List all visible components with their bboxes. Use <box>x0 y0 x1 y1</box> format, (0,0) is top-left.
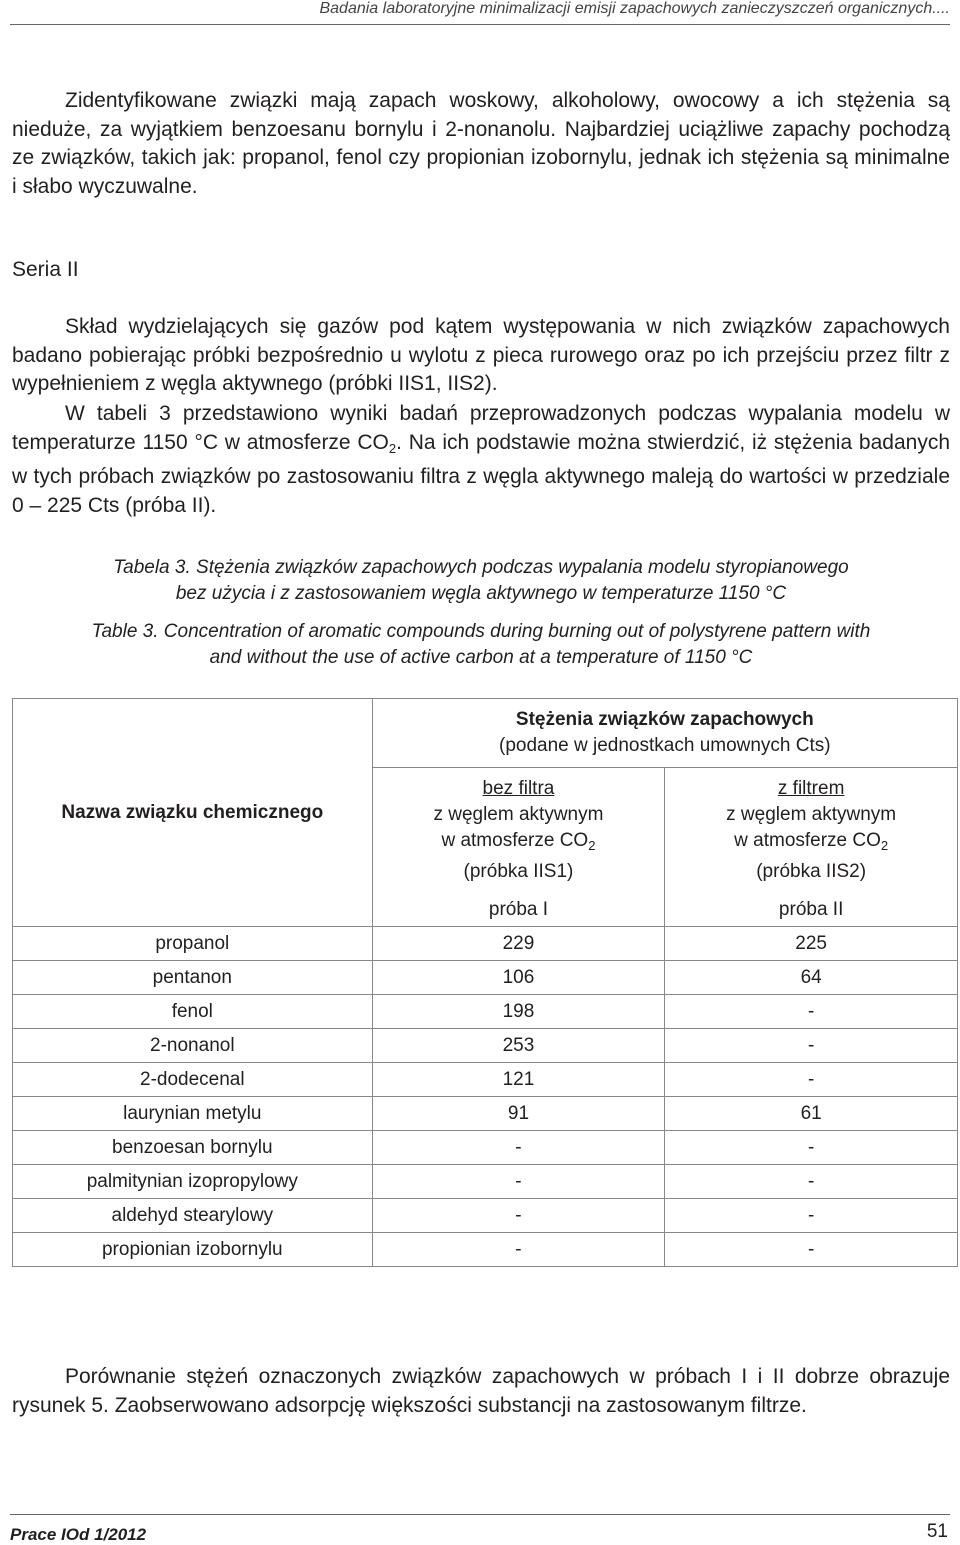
paragraph-3 <box>12 400 950 520</box>
paragraph-1-text: Zidentyfikowane związki mają zapach woskowy, alkoholowy, owocowy a ich stężenia są nieduże, za wyjątkiem benzoesanu bornylu i 2-nonanolu. Najbardziej uciążliwe zapachy pochodzą ze związków, takich jak: propanol, fenol czy propionian izobornylu, jednak ich stężenia są minimalne i słabo wyczuwalne. <box>12 89 950 198</box>
compound-name-cell: laurynian metylu <box>13 1097 373 1131</box>
table-row <box>13 1063 958 1097</box>
sample-1-value-cell: 253 <box>372 1029 665 1063</box>
table-row <box>13 1233 958 1267</box>
sample-2-value-cell: - <box>665 1029 958 1063</box>
header-sample-1-line-2: z węglem aktywnym <box>433 804 604 825</box>
header-sample-2-sub: 2 <box>880 838 889 853</box>
header-sample-2-line-3 <box>665 828 957 859</box>
compound-name-cell: palmitynian izopropylowy <box>13 1165 373 1199</box>
table-row <box>13 1029 958 1063</box>
compound-name-cell: fenol <box>13 995 373 1029</box>
header-compound-name: Nazwa związku chemicznego <box>13 699 373 927</box>
sample-1-value-cell: - <box>372 1165 665 1199</box>
header-group-subtitle: (podane w jednostkach umownych Cts) <box>499 735 831 756</box>
compound-name-cell: 2-nonanol <box>13 1029 373 1063</box>
table-row <box>13 995 958 1029</box>
caption-english-line-1: Table 3. Concentration of aromatic compounds during burning out of polystyrene pattern with <box>91 621 871 642</box>
sample-1-value-cell: - <box>372 1131 665 1165</box>
table-body <box>13 927 958 1267</box>
table-row <box>13 1097 958 1131</box>
sample-1-value-cell: 229 <box>372 927 665 961</box>
sample-2-value-cell: - <box>665 1131 958 1165</box>
caption-polish-line-1: Tabela 3. Stężenia związków zapachowych podczas wypalania modelu styropianowego <box>113 557 849 578</box>
header-sample-2-line-2: z węglem aktywnym <box>726 804 897 825</box>
table-row <box>13 1165 958 1199</box>
compound-name-cell: 2-dodecenal <box>13 1063 373 1097</box>
header-sample-1-probe: próba I <box>488 899 549 920</box>
sample-2-value-cell: - <box>665 1233 958 1267</box>
paragraph-1 <box>12 87 950 201</box>
caption-polish <box>12 555 950 607</box>
paragraph-2-text: Skład wydzielających się gazów pod kątem występowania w nich związków zapachowych badano pobierając próbki bezpośrednio u wylotu z pieca rurowego oraz po ich przejściu przez filtr z wypełnieniem z węgla aktywnego (próbki IIS1, IIS2). <box>12 315 950 395</box>
caption-polish-line-2: bez użycia i z zastosowaniem węgla aktywnego w temperaturze 1150 °C <box>175 583 787 604</box>
header-rule <box>10 24 950 25</box>
header-sample-2-title: z filtrem <box>777 778 845 799</box>
sample-1-value-cell: 91 <box>372 1097 665 1131</box>
compound-name-cell: aldehyd stearylowy <box>13 1199 373 1233</box>
paragraph-4-text: Porównanie stężeń oznaczonych związków zapachowych w próbach I i II dobrze obrazuje rysunek 5. Zaobserwowano adsorpcję większości substancji na zastosowanym filtrze. <box>12 1365 950 1417</box>
running-head: Badania laboratoryjne minimalizacji emisji zapachowych zanieczyszczeń organicznych.... <box>319 0 950 17</box>
sample-2-value-cell: - <box>665 1063 958 1097</box>
caption-english <box>12 619 950 671</box>
sample-1-value-cell: 198 <box>372 995 665 1029</box>
header-sample-2-probe: próba II <box>778 899 844 920</box>
paragraph-4 <box>12 1363 950 1420</box>
header-sample-2-atm: w atmosferze CO <box>734 830 881 851</box>
sample-2-value-cell: 64 <box>665 961 958 995</box>
paragraph-3-text <box>12 400 950 520</box>
sample-2-value-cell: - <box>665 1165 958 1199</box>
paragraph-3-part-b: . Na ich podstawie można stwierdzić, iż stężenia badanych w tych próbach związków po zastosowaniu filtra z węgla aktywnego maleją do wartości w przedziale 0 – 225 Cts (próba II). <box>12 430 950 517</box>
header-group-title: Stężenia związków zapachowych <box>515 709 814 730</box>
compound-name-cell: propionian izobornylu <box>13 1233 373 1267</box>
sample-1-value-cell: - <box>372 1233 665 1267</box>
header-group <box>372 699 957 768</box>
paragraph-3-part-a: W tabeli 3 przedstawiono wyniki badań przeprowadzonych podczas wypalania modelu w temperaturze 1150 °C w atmosferze CO <box>12 402 950 454</box>
header-sample-1-title: bez filtra <box>482 778 555 799</box>
paragraph-2 <box>12 313 950 399</box>
sample-2-value-cell: - <box>665 1199 958 1233</box>
sample-2-value-cell: 61 <box>665 1097 958 1131</box>
results-table <box>12 698 958 1267</box>
header-sample-1-line-3 <box>373 828 665 859</box>
compound-name-cell: pentanon <box>13 961 373 995</box>
sample-1-value-cell: - <box>372 1199 665 1233</box>
header-sample-2 <box>665 768 958 927</box>
section-title: Seria II <box>12 258 79 281</box>
caption-english-line-2: and without the use of active carbon at a temperature of 1150 °C <box>209 647 753 668</box>
page-number: 51 <box>926 1521 948 1542</box>
footer-rule <box>10 1514 950 1515</box>
footer-journal: Prace IOd 1/2012 <box>10 1525 147 1544</box>
header-sample-2-line-4: (próbka IIS2) <box>756 861 867 882</box>
table-row <box>13 961 958 995</box>
compound-name-cell: benzoesan bornylu <box>13 1131 373 1165</box>
sample-2-value-cell: - <box>665 995 958 1029</box>
table-row <box>13 927 958 961</box>
header-sample-1-atm: w atmosferze CO <box>441 830 589 851</box>
header-sample-1-line-4: (próbka IIS1) <box>463 861 574 882</box>
compound-name-cell: propanol <box>13 927 373 961</box>
table-row <box>13 1131 958 1165</box>
header-sample-1-sub: 2 <box>588 838 596 853</box>
sample-1-value-cell: 106 <box>372 961 665 995</box>
co2-subscript: 2 <box>388 440 397 456</box>
header-sample-1 <box>372 768 665 927</box>
table-row <box>13 1199 958 1233</box>
sample-1-value-cell: 121 <box>372 1063 665 1097</box>
sample-2-value-cell: 225 <box>665 927 958 961</box>
